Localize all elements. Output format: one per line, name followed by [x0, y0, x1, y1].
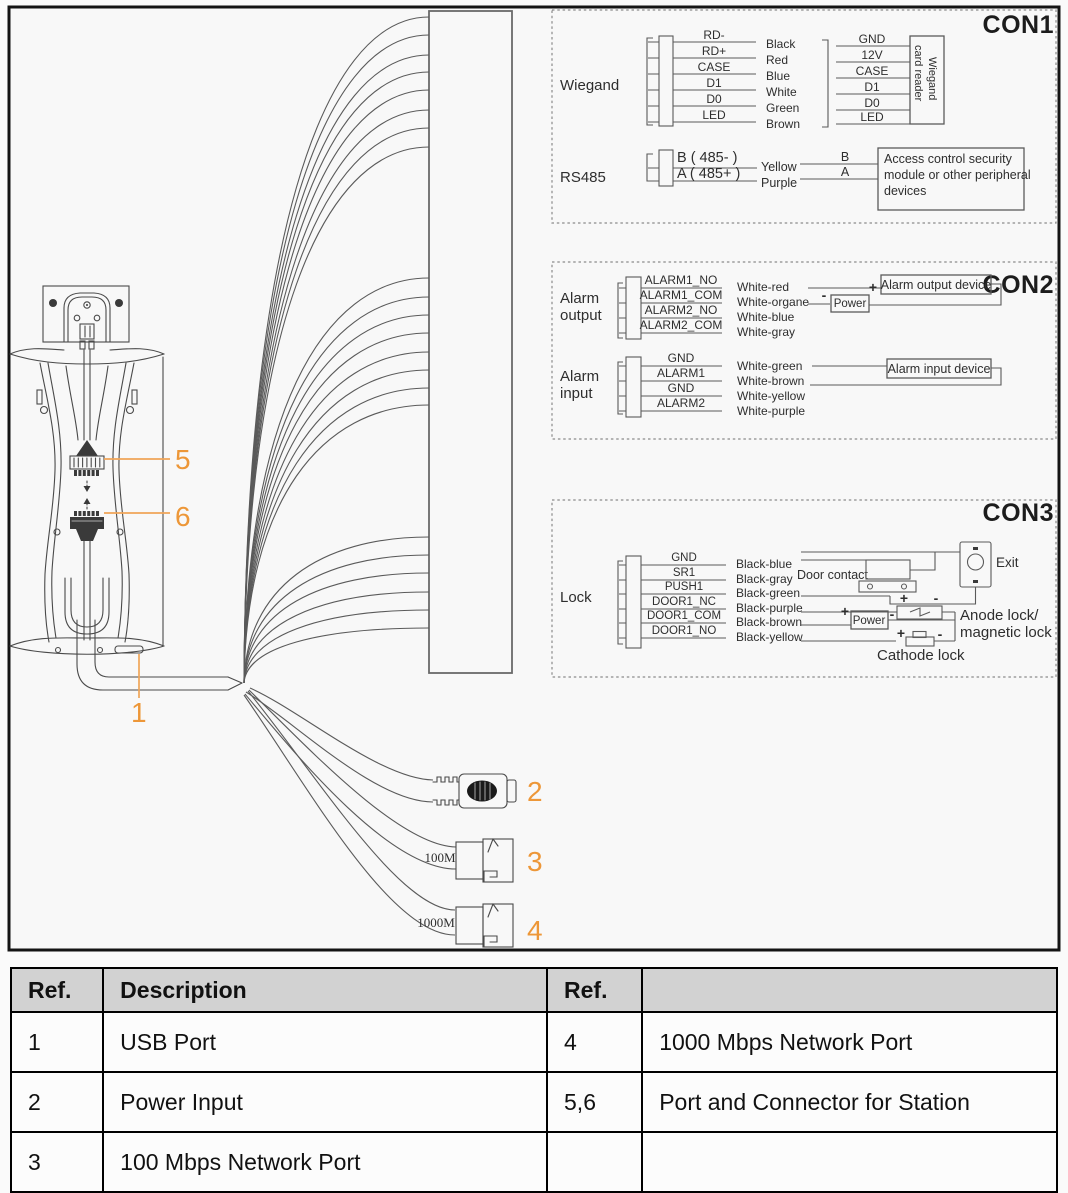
- wire-color: Black: [766, 37, 796, 51]
- door-contact-label: Door contact: [797, 568, 868, 582]
- wire-color: White-gray: [737, 325, 796, 339]
- cable-label-1000m: 1000M: [417, 915, 455, 930]
- con2-title: CON2: [982, 271, 1054, 299]
- wire-color: Brown: [766, 117, 801, 131]
- minus-sign: -: [933, 590, 939, 606]
- table-header-row: [11, 968, 1057, 1012]
- alarm-input-pin: GND: [667, 351, 695, 365]
- alarm-input-label: input: [560, 385, 593, 402]
- plus-sign: +: [840, 603, 850, 619]
- lock-pin: GND: [671, 552, 697, 564]
- reader-pin: LED: [860, 110, 884, 124]
- wiegand-pin: RD+: [701, 44, 727, 58]
- rs485-label: RS485: [560, 169, 606, 186]
- ref-cell: 4: [547, 1012, 642, 1072]
- minus-sign: -: [937, 626, 943, 642]
- wiegand-pin: LED: [702, 108, 726, 122]
- callout-number-5: 5: [175, 444, 191, 475]
- rs485-wire-letter: B: [840, 150, 850, 164]
- screw-icon: [115, 299, 123, 307]
- power-label: Power: [833, 298, 867, 310]
- description-cell: USB Port: [103, 1012, 547, 1072]
- description-cell: 100 Mbps Network Port: [103, 1132, 547, 1192]
- wire-color: Black-green: [736, 586, 801, 600]
- wiegand-label: Wiegand: [560, 77, 620, 94]
- wiegand-pin: D1: [706, 76, 722, 90]
- con3-title: CON3: [982, 499, 1054, 527]
- alarm-output-label: Alarm: [560, 290, 600, 307]
- alarm-output-pin: ALARM2_NO: [644, 303, 718, 317]
- ref-cell: 2: [11, 1072, 103, 1132]
- wire-color: Black-blue: [736, 557, 793, 571]
- callout-number-1: 1: [131, 697, 147, 728]
- ref-cell: 5,6: [547, 1072, 642, 1132]
- reader-name-line1: Wiegand: [926, 57, 938, 101]
- callout-number-3: 3: [527, 846, 543, 877]
- wire-color: White-green: [737, 359, 803, 373]
- description-cell: [642, 1132, 1057, 1192]
- callout-number-4: 4: [527, 915, 543, 946]
- wire-color: White-blue: [737, 310, 795, 324]
- wire-color: White-brown: [737, 374, 805, 388]
- rs485-pin: B ( 485- ): [677, 150, 738, 166]
- cathode-lock-label: Cathode lock: [877, 647, 965, 664]
- anode-lock-label: Anode lock/: [960, 607, 1039, 624]
- header-ref-1: Ref.: [11, 968, 103, 1012]
- power-label: Power: [852, 615, 886, 627]
- con1-title: CON1: [982, 11, 1054, 39]
- rs485-device-line: devices: [884, 184, 927, 198]
- rs485-wire-letter: A: [840, 165, 850, 179]
- cable-breakout-box: [429, 11, 512, 673]
- reader-pin: GND: [858, 32, 886, 46]
- rs485-device-line: Access control security: [884, 152, 1012, 166]
- alarm-input-pin: ALARM2: [656, 396, 706, 410]
- alarm-output-pin: ALARM1_COM: [639, 288, 723, 302]
- table-row: [11, 1132, 1057, 1192]
- table-row: [11, 1072, 1057, 1132]
- alarm-input-label: Alarm: [560, 368, 600, 385]
- reader-pin: 12V: [861, 48, 883, 62]
- callout-number-2: 2: [527, 776, 543, 807]
- ref-cell: 3: [11, 1132, 103, 1192]
- wire-color: Purple: [761, 176, 798, 190]
- ref-cell: [547, 1132, 642, 1192]
- screw-icon: [49, 299, 57, 307]
- minus-sign: -: [889, 606, 895, 622]
- header-ref-2: Ref.: [547, 968, 642, 1012]
- exit-label: Exit: [996, 555, 1019, 570]
- alarm-output-label: output: [560, 307, 602, 324]
- callout-number-6: 6: [175, 501, 191, 532]
- wire-color: Green: [766, 101, 800, 115]
- description-cell: 1000 Mbps Network Port: [642, 1012, 1057, 1072]
- wire-color: White-yellow: [737, 389, 806, 403]
- wire-color: White: [766, 85, 797, 99]
- reader-pin: D1: [864, 80, 880, 94]
- lock-pin: PUSH1: [664, 581, 704, 593]
- rs485-pin: A ( 485+ ): [677, 166, 741, 182]
- wiegand-pin: D0: [706, 92, 722, 106]
- alarm-input-pin: ALARM1: [656, 366, 706, 380]
- reader-pin: CASE: [855, 64, 889, 78]
- description-cell: Port and Connector for Station: [642, 1072, 1057, 1132]
- header-empty: [642, 968, 1057, 1012]
- header-description: Description: [103, 968, 547, 1012]
- wire-color: Blue: [766, 69, 791, 83]
- minus-sign: -: [821, 287, 827, 303]
- wire-color: Red: [766, 53, 789, 67]
- lock-pin: SR1: [672, 567, 696, 579]
- description-cell: Power Input: [103, 1072, 547, 1132]
- alarm-output-pin: ALARM2_COM: [639, 318, 723, 332]
- rs485-device-line: module or other peripheral: [884, 168, 1031, 182]
- wire-color: White-red: [737, 280, 790, 294]
- cable-label-100m: 100M: [424, 850, 456, 865]
- wire-color: White-purple: [737, 404, 806, 418]
- wire-color: Black-brown: [736, 615, 803, 629]
- alarm-output-pin: ALARM1_NO: [644, 273, 718, 287]
- plus-sign: +: [899, 590, 909, 606]
- reader-name-line2: card reader: [912, 45, 924, 102]
- reader-pin: D0: [864, 96, 880, 110]
- wiegand-pin: RD-: [703, 28, 725, 42]
- lock-pin: DOOR1_COM: [646, 610, 722, 622]
- plus-sign: +: [868, 279, 878, 295]
- anode-lock-label: magnetic lock: [960, 624, 1052, 641]
- wire-color: Black-purple: [736, 601, 803, 615]
- alarm-input-pin: GND: [667, 381, 695, 395]
- ref-cell: 1: [11, 1012, 103, 1072]
- wire-color: Black-yellow: [736, 630, 803, 644]
- wire-color: Black-gray: [736, 572, 793, 586]
- plus-sign: +: [896, 625, 906, 641]
- table-row: [11, 1012, 1057, 1072]
- alarm-input-device-label: Alarm input device: [887, 362, 991, 376]
- wiegand-pin: CASE: [697, 60, 731, 74]
- wire-color: White-organe: [737, 295, 810, 309]
- wire-color: Yellow: [761, 160, 797, 174]
- lock-pin: DOOR1_NO: [651, 625, 717, 637]
- alarm-output-device-label: Alarm output device: [880, 278, 992, 292]
- ref-table: [10, 967, 1058, 1193]
- lock-label: Lock: [560, 589, 592, 606]
- lock-pin: DOOR1_NC: [652, 596, 716, 608]
